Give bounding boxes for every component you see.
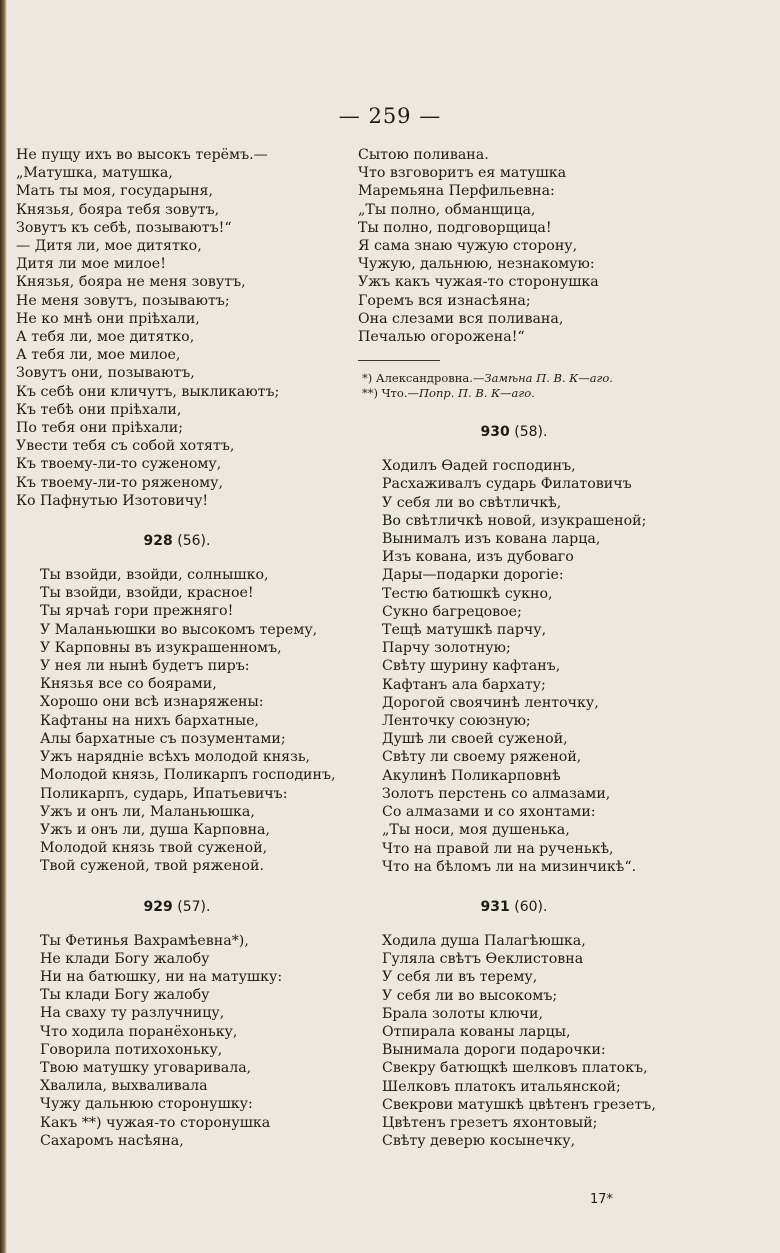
verse-line: Князья, бояра тебя зовутъ, <box>16 201 220 218</box>
verse-line: Хвалила, выхваливала <box>40 1078 208 1095</box>
verse-line: Что ходила поранёхоньку, <box>40 1023 238 1040</box>
verse-line: Ко Пафнутью Изотовичу! <box>16 492 209 509</box>
verse-line: Князья, бояра не меня зовутъ, <box>16 274 246 291</box>
verse-line: Алы бархатные съ позументами; <box>40 730 286 747</box>
verse-line: Дитя ли мое милое! <box>16 256 166 273</box>
verse-line: Не клади Богу жалобу <box>40 950 210 967</box>
verse-line: Отпирала кованы ларцы, <box>382 1023 571 1040</box>
verse-line: „Ты полно, обманщица, <box>358 201 536 218</box>
verse-line: Ужъ и онъ ли, Маланьюшка, <box>40 803 255 820</box>
verse-line: Ужъ нарядніе всѣхъ молодой князь, <box>40 749 311 766</box>
verse-line: Душѣ ли своей суженой, <box>382 731 568 748</box>
verse-line: Парчу золотную; <box>382 640 511 657</box>
verse-line: Ты взойди, взойди, солнышко, <box>40 567 269 584</box>
verse-line: У себя ли во свѣтличкѣ, <box>382 494 562 511</box>
verse-line: Цвѣтенъ грезетъ яхонтовый; <box>382 1114 598 1131</box>
verse-line: Что на бѣломъ ли на мизинчикѣ“. <box>382 858 637 875</box>
verse-line: Ходилъ Ѳадей господинъ, <box>382 458 576 475</box>
verse-line: Князья все со боярами, <box>40 676 217 693</box>
verse-line: У себя ли во высокомъ; <box>382 987 558 1004</box>
verse-line: Чужу дальнюю сторонушку: <box>40 1096 253 1113</box>
poem-931-heading <box>358 899 670 915</box>
poem-929-number: 929 <box>143 898 173 915</box>
poem-930-number: 930 <box>480 424 510 441</box>
verse-line: У Маланьюшки во высокомъ терему, <box>40 621 318 638</box>
poem-931-number: 931 <box>480 898 510 915</box>
verse-line: Говорила потихохоньку, <box>40 1041 223 1058</box>
poem-929-subnumber: (57). <box>177 898 211 915</box>
page-number: — 259 — <box>338 104 442 128</box>
verse-line: У Карповны въ изукрашенномъ, <box>40 639 282 656</box>
verse-line: Горемъ вся изнасѣяна; <box>358 292 531 309</box>
verse-line: Ходила душа Палагѣюшка, <box>382 932 586 949</box>
verse-line: Твой суженой, твой ряженой. <box>40 858 264 875</box>
verse-line: Дары—подарки дорогіе: <box>382 567 564 584</box>
poem-930-heading <box>358 424 670 440</box>
verse-line: Что взговоритъ ея матушка <box>358 165 567 182</box>
verse-line: Къ твоему-ли-то ряженому, <box>16 474 224 491</box>
verse-line: Не пущу ихъ во высокъ терёмъ.— <box>16 147 268 163</box>
poem-931-verse <box>358 932 670 1150</box>
verse-line: Ленточку союзную; <box>382 713 531 730</box>
poem-929-heading <box>16 899 338 915</box>
verse-line: Брала золоты ключи, <box>382 1005 544 1022</box>
verse-line: Твою матушку уговаривала, <box>40 1059 252 1076</box>
verse-line: Свекрови матушкѣ цвѣтенъ грезетъ, <box>382 1096 656 1113</box>
verse-line: Шелковъ платокъ итальянской; <box>382 1078 621 1095</box>
verse-line: Вынималъ изъ кована ларца, <box>382 531 601 548</box>
verse-line: Свѣту шурину кафтанъ, <box>382 658 561 675</box>
verse-line: Мать ты моя, государыня, <box>16 183 214 200</box>
verse-line: А тебя ли, мое милое, <box>16 347 181 364</box>
verse-line: Не меня зовутъ, позываютъ; <box>16 292 230 309</box>
verse-line: Увести тебя съ собой хотятъ, <box>16 438 235 455</box>
footnote-divider <box>358 360 440 361</box>
verse-line: Ужъ и онъ ли, душа Карповна, <box>40 821 270 838</box>
verse-line: Не ко мнѣ они пріѣхали, <box>16 310 200 327</box>
verse-line: Печалью огорожена!“ <box>358 329 525 346</box>
verse-line: Поликарпъ, сударь, Ипатьевичъ: <box>40 785 288 802</box>
verse-line: Зовутъ къ себѣ, позываютъ!“ <box>16 219 232 236</box>
poem-930-subnumber: (58). <box>514 424 548 441</box>
verse-line: Молодой князь, Поликарпъ господинъ, <box>40 767 336 784</box>
verse-line: Золотъ перстень со алмазами, <box>382 785 611 802</box>
verse-line: Ты клади Богу жалобу <box>40 987 210 1004</box>
verse-line: У себя ли въ терему, <box>382 969 538 986</box>
verse-line: Маремьяна Перфильевна: <box>358 183 555 200</box>
verse-line: Она слезами вся поливана, <box>358 310 564 327</box>
verse-line: Кафтаны на нихъ бархатные, <box>40 712 260 729</box>
verse-line: Тестю батюшкѣ сукно, <box>382 585 553 602</box>
poem-928-number: 928 <box>143 533 173 550</box>
poem-930-verse <box>358 457 670 876</box>
right-intro-verse <box>358 146 670 346</box>
verse-line: Во свѣтличкѣ новой, изукрашеной; <box>382 512 647 529</box>
poem-928-subnumber: (56). <box>177 533 211 550</box>
right-column <box>358 146 670 1150</box>
verse-line: Къ себѣ они кличутъ, выкликаютъ; <box>16 383 280 400</box>
poem-928-heading <box>16 533 338 549</box>
footnote-2: **) Что.—Попр. П. В. К—аго. <box>362 386 535 401</box>
verse-line: Дорогой своячинѣ ленточку, <box>382 694 599 711</box>
verse-line: Изъ кована, изъ дубоваго <box>382 549 574 566</box>
verse-line: Сахаромъ насѣяна, <box>40 1132 184 1149</box>
verse-line: Свѣту деверю косынечку, <box>382 1133 576 1150</box>
verse-line: — Дитя ли, мое дитятко, <box>16 238 202 255</box>
verse-line: Тещѣ матушкѣ парчу, <box>382 622 547 639</box>
verse-line: Сукно багрецовое; <box>382 603 522 620</box>
verse-line: Кафтанъ ала бархату; <box>382 676 546 693</box>
verse-line: У нея ли нынѣ будетъ пиръ: <box>40 658 250 675</box>
poem-928-verse <box>16 566 338 875</box>
verse-line: Расхаживалъ сударь Филатовичъ <box>382 476 632 493</box>
page-binding-edge <box>0 0 7 1253</box>
verse-line: Свѣту ли своему ряженой, <box>382 749 582 766</box>
left-intro-verse <box>16 146 338 510</box>
verse-line: Акулинѣ Поликарповнѣ <box>382 767 561 784</box>
verse-line: Молодой князь твой суженой, <box>40 840 268 857</box>
verse-line: Зовутъ они, позываютъ, <box>16 365 195 382</box>
verse-line: Ужъ какъ чужая-то сторонушка <box>358 274 599 291</box>
footnote-1: *) Александровна.—Замѣна П. В. К—аго. <box>362 371 613 386</box>
verse-line: Какъ **) чужая-то сторонушка <box>40 1114 271 1131</box>
left-column <box>16 146 338 1150</box>
verse-line: Я сама знаю чужую сторону, <box>358 238 578 255</box>
verse-line: Хорошо они всѣ изнаряжены: <box>40 694 264 711</box>
verse-line: Ты взойди, взойди, красное! <box>40 585 254 602</box>
verse-line: Что на правой ли на рученькѣ, <box>382 840 614 857</box>
poem-931-subnumber: (60). <box>514 898 548 915</box>
verse-line: Ни на батюшку, ни на матушку: <box>40 968 283 985</box>
verse-line: Къ твоему-ли-то суженому, <box>16 456 222 473</box>
verse-line: Къ тебѣ они пріѣхали, <box>16 401 182 418</box>
verse-line: Гуляла свѣтъ Ѳеклистовна <box>382 951 584 968</box>
verse-line: Вынимала дороги подарочки: <box>382 1042 606 1059</box>
verse-line: „Ты носи, моя душенька, <box>382 822 570 839</box>
verse-line: Со алмазами и со яхонтами: <box>382 804 596 821</box>
verse-line: А тебя ли, мое дитятко, <box>16 329 195 346</box>
verse-line: Сытою поливана. <box>358 147 489 163</box>
verse-line: „Матушка, матушка, <box>16 165 173 182</box>
verse-line: Ты полно, подговорщица! <box>358 219 552 236</box>
signature-mark: 17* <box>590 1192 614 1207</box>
verse-line: По тебя они пріѣхали; <box>16 420 183 437</box>
verse-line: Ты ярчаѣ гори прежняго! <box>40 603 234 620</box>
poem-929-verse <box>16 932 338 1150</box>
verse-line: На сваху ту разлучницу, <box>40 1005 225 1022</box>
verse-line: Чужую, дальнюю, незнакомую: <box>358 256 595 273</box>
verse-line: Ты Фетинья Вахрамѣевна*), <box>40 932 249 949</box>
verse-line: Свекру батющкѣ шелковъ платокъ, <box>382 1060 648 1077</box>
